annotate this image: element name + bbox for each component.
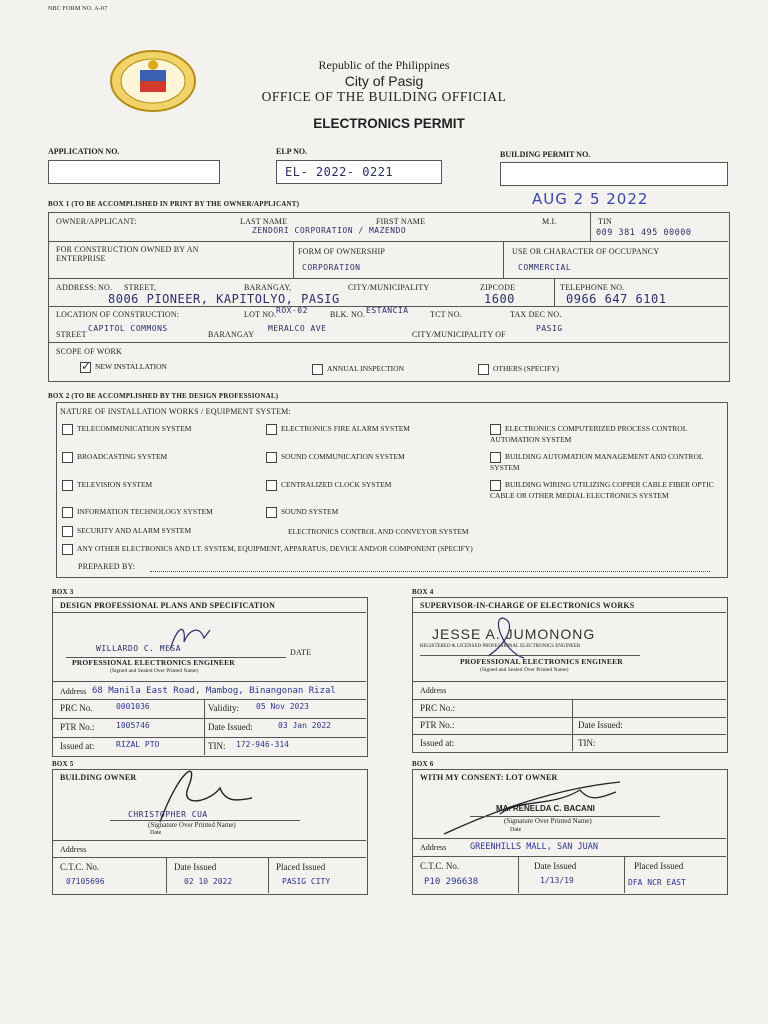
office-text: OFFICE OF THE BUILDING OFFICIAL (261, 89, 507, 104)
issued-at-label: Issued at: (60, 741, 95, 751)
date-stamp: AUG 2 5 2022 (532, 190, 649, 208)
checkbox-icon[interactable] (62, 424, 73, 435)
ptr-value: 1005746 (116, 721, 150, 730)
opt-label: BROADCASTING SYSTEM (77, 452, 168, 462)
street2-label: STREET (56, 330, 87, 339)
box2-title: BOX 2 (TO BE ACCOMPLISHED BY THE DESIGN PROFESSIONAL) (48, 392, 279, 400)
box4-issued-at-label: Issued at: (420, 738, 455, 748)
opt-label: ELECTRONICS COMPUTERIZED PROCESS CONTROL AUTOMATION SYSTEM (490, 424, 688, 444)
address-city-label: CITY/MUNICIPALITY (348, 283, 430, 292)
box5-label: BOX 5 (52, 760, 74, 768)
owner-value: ZENDORI CORPORATION / MAZENDO (252, 226, 407, 235)
prc-value: 0001036 (116, 702, 150, 711)
validity-value: 05 Nov 2023 (256, 702, 309, 711)
blk-label: BLK. NO. (330, 310, 366, 319)
box3-role: PROFESSIONAL ELECTRONICS ENGINEER (72, 658, 235, 667)
last-name-label: LAST NAME (240, 217, 288, 226)
box4-role-sub: (Signed and Sealed Over Printed Name) (480, 667, 569, 673)
city-text: City of Pasig (344, 73, 424, 89)
opt-television[interactable] (62, 480, 152, 491)
opt-label: CENTRALIZED CLOCK SYSTEM (281, 480, 392, 490)
opt-label: TELECOMMUNICATION SYSTEM (77, 424, 192, 434)
opt-label: INFORMATION TECHNOLOGY SYSTEM (77, 507, 213, 517)
box6-place-label: Placed Issued (634, 861, 684, 871)
scope-others[interactable] (478, 364, 559, 375)
box3-date-issued-label: Date Issued: (208, 722, 253, 732)
box5-ctc-label: C.T.C. No. (60, 862, 100, 872)
box3-engineer-name: WILLARDO C. MESA (96, 644, 182, 653)
opt-label: TELEVISION SYSTEM (77, 480, 153, 490)
box4-address-label: Address (420, 686, 447, 695)
box5-place-value: PASIG CITY (282, 877, 331, 886)
permit-title: ELECTRONICS PERMIT (313, 116, 465, 131)
opt-broadcasting[interactable] (62, 452, 167, 463)
box4-supervisor-name: JESSE A. JUMONONG (432, 626, 596, 642)
box6-address-value: GREENHILLS MALL, SAN JUAN (470, 842, 598, 852)
ownership-form-label: FORM OF OWNERSHIP (298, 247, 385, 256)
form-code: NBC FORM NO. A-07 (48, 6, 108, 12)
ptr-label: PTR No.: (60, 722, 95, 732)
box6-date-label: Date (510, 827, 522, 833)
location-label: LOCATION OF CONSTRUCTION: (56, 310, 180, 319)
box4-date-issued-label: Date Issued: (578, 720, 623, 730)
issued-at-value: RIZAL PTO (116, 740, 160, 749)
box4-tin-label: TIN: (578, 738, 596, 748)
opt-label: SOUND SYSTEM (281, 507, 339, 517)
opt-building-automation[interactable] (490, 452, 720, 472)
opt-sound-communication[interactable] (266, 452, 405, 463)
elp-no-field[interactable] (276, 160, 442, 184)
checkbox-icon[interactable] (62, 480, 73, 491)
validity-label: Validity: (208, 703, 239, 713)
lot-label: LOT NO. (244, 310, 277, 319)
box4-label: BOX 4 (412, 588, 434, 596)
box5-place-label: Placed Issued (276, 862, 326, 872)
checkbox-icon[interactable] (62, 452, 73, 463)
opt-any-other[interactable] (62, 544, 473, 555)
address-no-label: NO. (98, 283, 113, 292)
city2-value: PASIG (536, 324, 563, 333)
box4-title: SUPERVISOR-IN-CHARGE OF ELECTRONICS WORKS (420, 601, 635, 610)
tct-label: TCT NO. (430, 310, 462, 319)
building-permit-label: BUILDING PERMIT NO. (500, 150, 591, 159)
opt-security-alarm[interactable] (62, 526, 191, 537)
box3-date-label: DATE (290, 648, 312, 657)
opt-label: SOUND COMMUNICATION SYSTEM (281, 452, 405, 462)
box5-address-label: Address (60, 845, 87, 854)
box3-date-issued-value: 03 Jan 2022 (278, 721, 331, 730)
box5-date-label: Date (150, 830, 162, 836)
telephone-value: 0966 647 6101 (566, 292, 667, 306)
elp-no-value: EL- 2022- 0221 (285, 165, 394, 179)
address-street-label: STREET, (124, 283, 157, 292)
address-barangay-label: BARANGAY, (244, 283, 292, 292)
box6-address-label: Address (420, 843, 447, 852)
enterprise-label: FOR CONSTRUCTION OWNED BY AN ENTERPRISE (56, 245, 199, 263)
scope-annual-inspection-label: ANNUAL INSPECTION (327, 364, 405, 374)
box5-date-issued-value: 02 10 2022 (184, 877, 233, 886)
checked-checkbox-icon[interactable]: ✓ (81, 359, 92, 373)
box3-tin-value: 172-946-314 (236, 740, 289, 749)
box3-label: BOX 3 (52, 588, 74, 596)
box6-label: BOX 6 (412, 760, 434, 768)
elp-no-label: ELP NO. (276, 147, 308, 156)
city2-label: CITY/MUNICIPALITY OF (412, 330, 506, 339)
republic-text: Republic of the Philippines (318, 58, 450, 72)
box4-supervisor-sub: REGISTERED & LICENSED PROFESSIONAL ELECTRONICS ENGINEER (420, 644, 581, 649)
opt-control-conveyor (288, 527, 469, 536)
box5-sig-sub: (Signature Over Printed Name) (148, 821, 236, 829)
application-no-field[interactable] (48, 160, 220, 184)
scope-others-label: OTHERS (SPECIFY) (493, 364, 560, 374)
box6-date-issued-label: Date Issued (534, 861, 577, 871)
box6-place-value: DFA NCR EAST (628, 878, 686, 887)
box6-ctc-label: C.T.C. No. (420, 861, 460, 871)
box4-frame (412, 597, 728, 753)
address-label: ADDRESS: (56, 283, 97, 292)
checkbox-icon[interactable] (62, 544, 73, 555)
checkbox-icon[interactable] (62, 526, 73, 537)
taxdec-label: TAX DEC NO. (510, 310, 562, 319)
engineer-signature-icon (160, 620, 220, 656)
nature-label: NATURE OF INSTALLATION WORKS / EQUIPMENT SYSTEM: (60, 407, 291, 416)
opt-label: BUILDING WIRING UTILIZING COPPER CABLE FIBER OPTIC CABLE OR OTHER MEDIAL ELECTRONICS SYSTEM (490, 480, 714, 500)
checkbox-icon[interactable] (478, 364, 489, 375)
first-name-label: FIRST NAME (376, 217, 426, 226)
opt-fire-alarm[interactable] (266, 424, 410, 435)
scope-new-installation[interactable] (80, 359, 167, 373)
application-no-label: APPLICATION NO. (48, 147, 120, 156)
checkbox-icon[interactable] (490, 424, 501, 435)
opt-label: ELECTRONICS FIRE ALARM SYSTEM (281, 424, 410, 434)
address-zip-label: ZIPCODE (480, 283, 516, 292)
box6-ctc-value: P10 296638 (424, 877, 479, 887)
address-value: 8006 PIONEER, KAPITOLYO, PASIG (108, 292, 340, 306)
box1-title: BOX 1 (TO BE ACCOMPLISHED IN PRINT BY THE OWNER/APPLICANT) (48, 200, 300, 208)
prc-label: PRC No. (60, 703, 93, 713)
checkbox-icon[interactable] (312, 364, 323, 375)
box5-title: BUILDING OWNER (60, 773, 137, 782)
telephone-label: TELEPHONE NO. (560, 283, 625, 292)
checkbox-icon[interactable] (266, 480, 277, 491)
ownership-form-value: CORPORATION (302, 263, 361, 272)
box6-date-issued-value: 1/13/19 (540, 876, 574, 885)
owner-label: OWNER/APPLICANT: (56, 217, 137, 226)
box4-prc-label: PRC No.: (420, 703, 456, 713)
tin-value: 009 381 495 00000 (596, 228, 692, 238)
checkbox-icon[interactable] (266, 507, 277, 518)
scope-new-installation-label: NEW INSTALLATION (95, 362, 167, 372)
opt-label: BUILDING AUTOMATION MANAGEMENT AND CONTROL SYSTEM (490, 452, 704, 472)
box4-role: PROFESSIONAL ELECTRONICS ENGINEER (460, 657, 623, 666)
use-label: USE OR CHARACTER OF OCCUPANCY (512, 247, 660, 256)
opt-label: ELECTRONICS CONTROL AND CONVEYOR SYSTEM (288, 527, 469, 536)
prepared-by-label: PREPARED BY: (78, 562, 136, 571)
street2-value: CAPITOL COMMONS (88, 324, 168, 333)
box5-owner-name: CHRISTOPHER CUA (128, 810, 208, 819)
opt-telecommunication[interactable] (62, 424, 191, 435)
scope-annual-inspection[interactable] (312, 364, 404, 375)
checkbox-icon[interactable] (490, 480, 501, 491)
mi-label: M.I. (542, 217, 557, 226)
barangay2-label: BARANGAY (208, 330, 255, 339)
box6-sig-sub: (Signature Over Printed Name) (504, 817, 592, 825)
box3-address-value: 68 Manila East Road, Mambog, Binangonan Rizal (92, 686, 336, 696)
box3-title: DESIGN PROFESSIONAL PLANS AND SPECIFICATION (60, 601, 276, 610)
checkbox-icon[interactable] (62, 507, 73, 518)
zip-value: 1600 (484, 292, 515, 306)
box5-ctc-value: 07105696 (66, 877, 105, 886)
checkbox-icon[interactable] (490, 452, 501, 463)
checkbox-icon[interactable] (266, 424, 277, 435)
opt-sound-system[interactable] (266, 507, 338, 518)
opt-information-technology[interactable] (62, 507, 213, 518)
tin-label: TIN (598, 217, 612, 226)
building-permit-field[interactable] (500, 162, 728, 186)
blk-value: ESTANCIA (366, 306, 409, 315)
box3-role-sub: (Signed and Sealed Over Printed Name) (110, 668, 199, 674)
barangay2-value: MERALCO AVE (268, 324, 327, 333)
box6-title: WITH MY CONSENT: LOT OWNER (420, 773, 558, 782)
box5-date-issued-label: Date Issued (174, 862, 217, 872)
box3-address-label: Address (60, 687, 87, 696)
box4-ptr-label: PTR No.: (420, 720, 455, 730)
lot-value: ROX-02 (276, 306, 308, 315)
opt-centralized-clock[interactable] (266, 480, 391, 491)
opt-label: SECURITY AND ALARM SYSTEM (77, 526, 192, 536)
box6-owner-name: MA. RENELDA C. BACANI (496, 804, 595, 813)
opt-computerized-process[interactable] (490, 424, 720, 444)
box3-tin-label: TIN: (208, 741, 226, 751)
use-value: COMMERCIAL (518, 263, 572, 272)
checkbox-icon[interactable] (266, 452, 277, 463)
opt-label: ANY OTHER ELECTRONICS AND I.T. SYSTEM, EQUIPMENT, APPARATUS, DEVICE AND/OR COMPONENT (SPECIFY) (77, 544, 473, 554)
opt-building-wiring[interactable] (490, 480, 720, 500)
scope-label: SCOPE OF WORK (56, 347, 123, 356)
